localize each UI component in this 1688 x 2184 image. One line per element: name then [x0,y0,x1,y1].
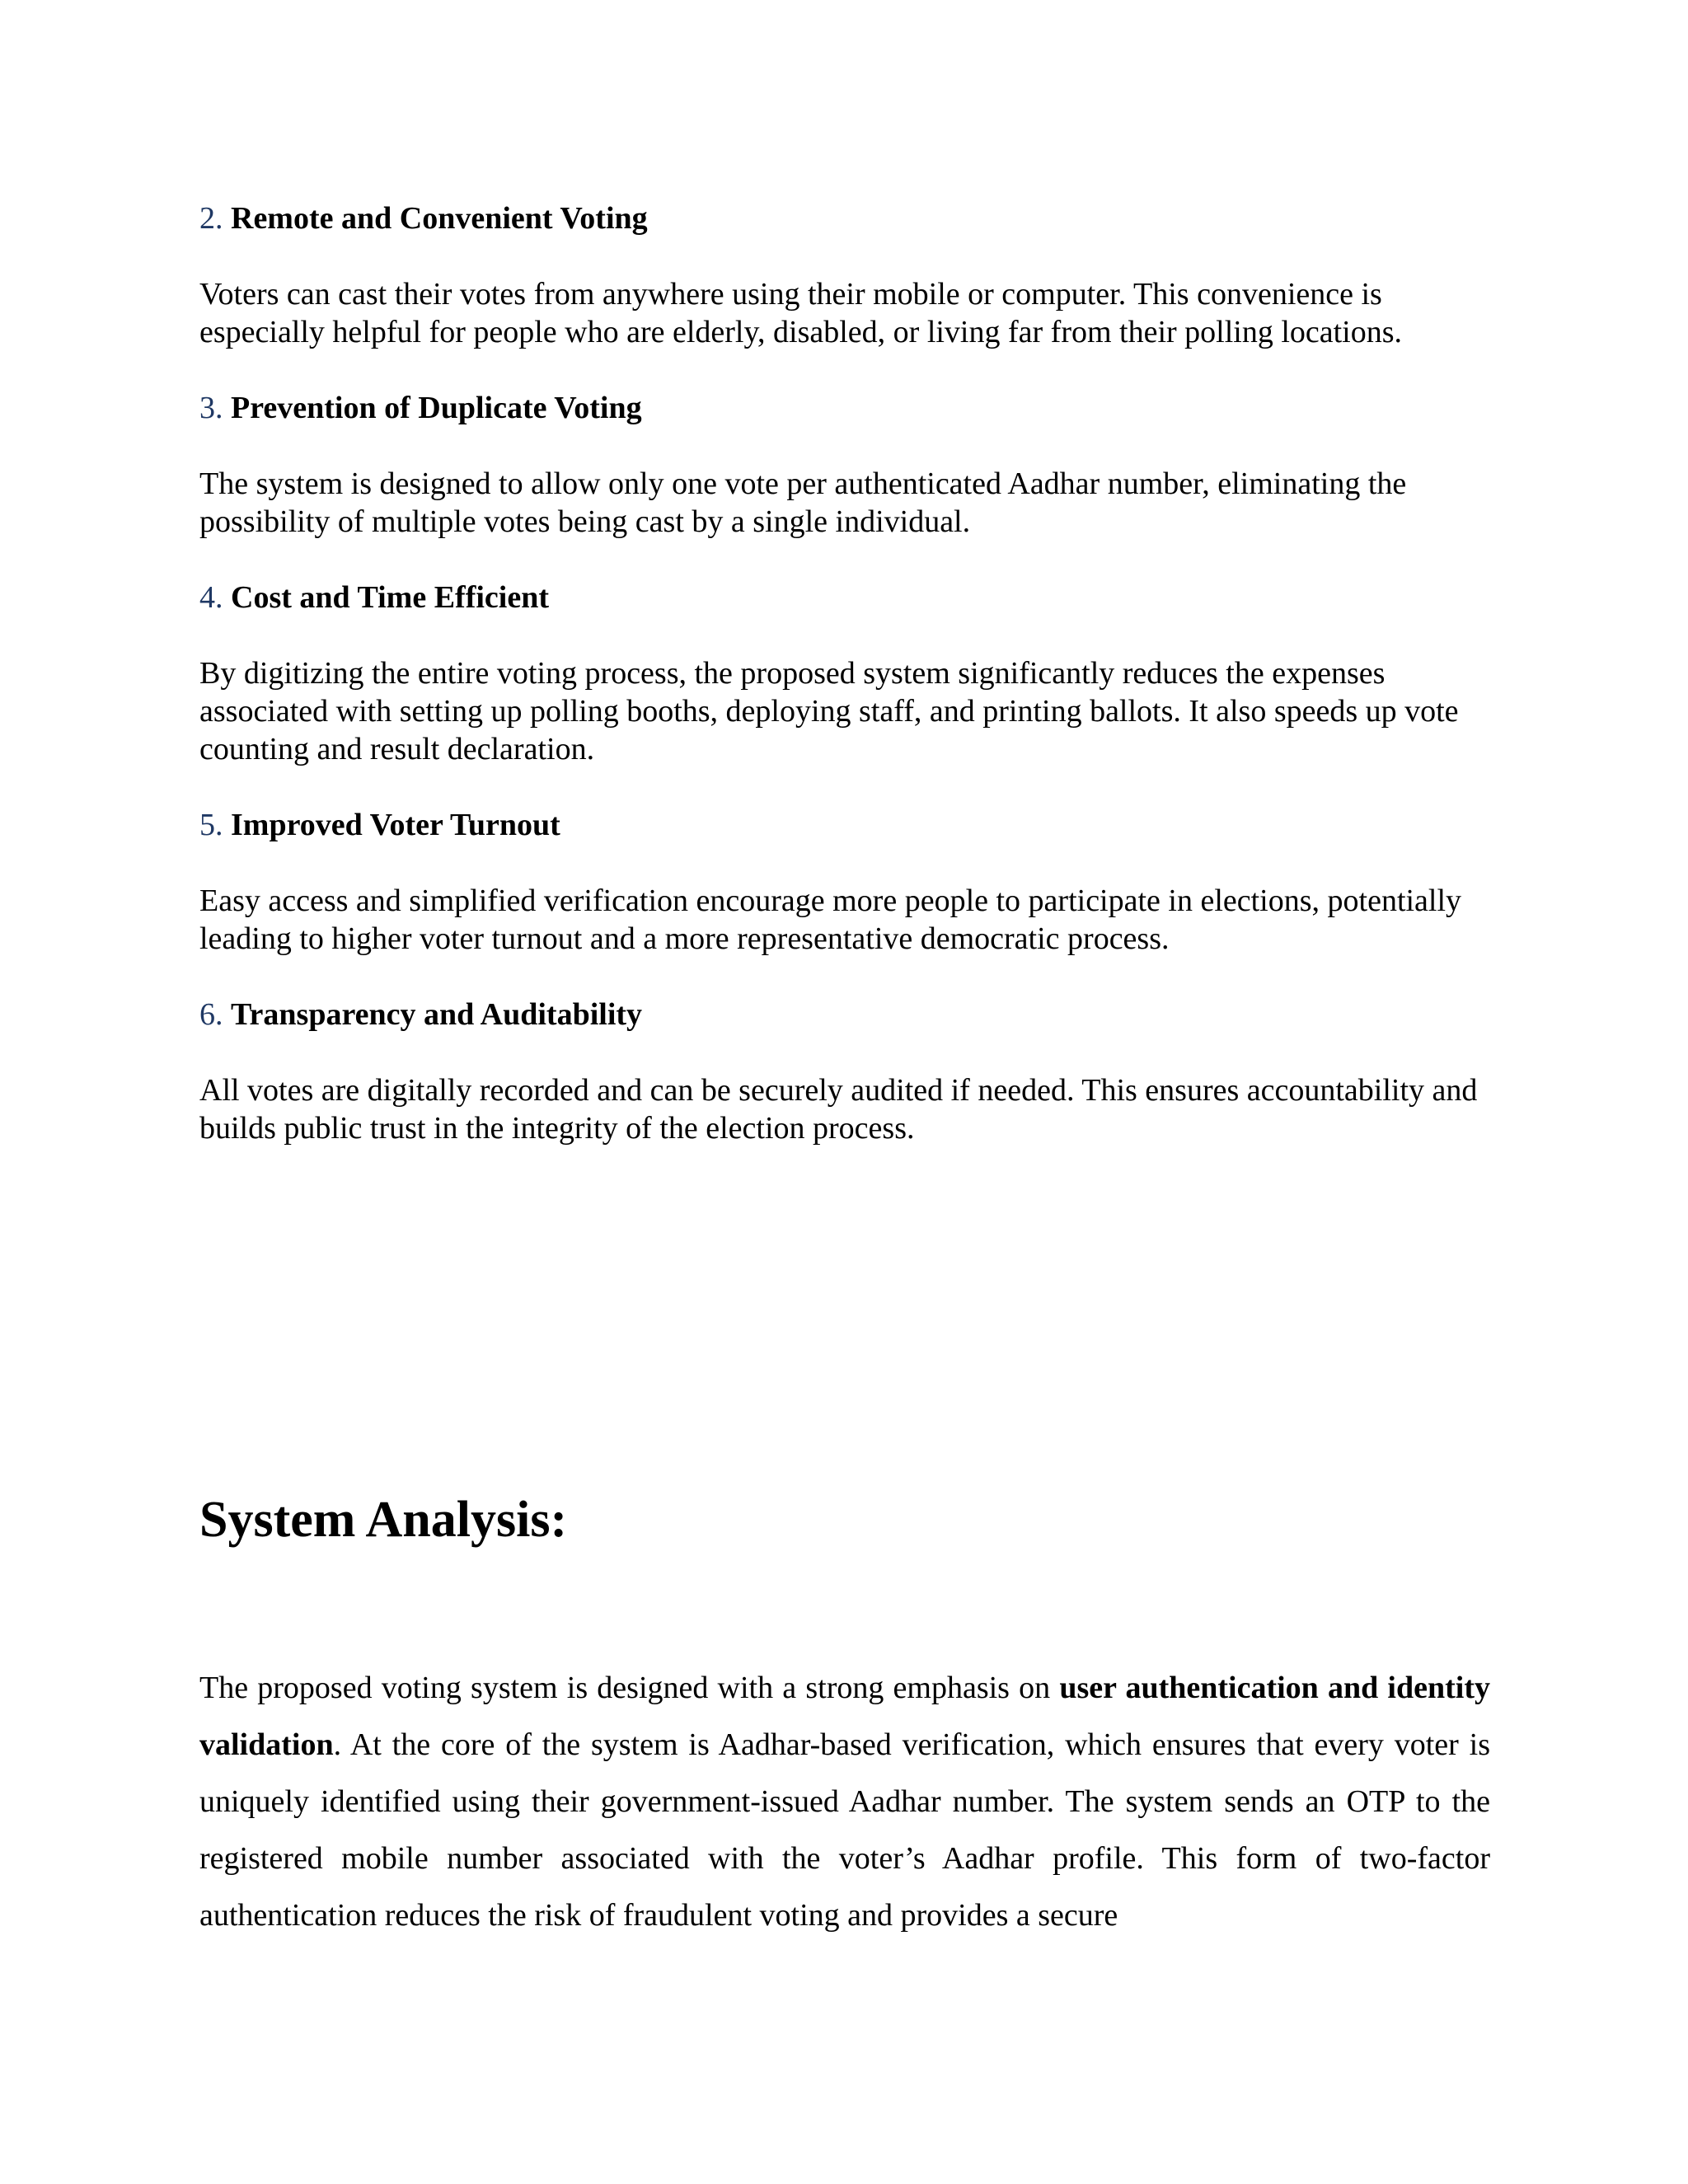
list-item-text: All votes are digitally recorded and can be securely audited if needed. This ensures accountability and builds public trust in the integrity of the election process. [199,1073,1478,1146]
list-item-number: 4. [199,580,223,615]
list-item-heading [199,389,1502,427]
list-item-number: 5. [199,808,223,842]
list-item-text: Easy access and simplified verification encourage more people to participate in elections, potentially leading to higher voter turnout and a more representative democratic process. [199,883,1462,956]
list-item-title: Prevention of Duplicate Voting [231,391,642,425]
list-item-text: The system is designed to allow only one vote per authenticated Aadhar number, eliminating the possibility of multiple votes being cast by a single individual. [199,466,1407,539]
paragraph-text-end: . At the core of the system is Aadhar-based verification, which ensures that every voter is uniquely identified using their government-issued Aadhar number. The system sends an OTP to the registered mobile number associated with the voter’s Aadhar profile. This form of two-factor authentication reduces the risk of fraudulent voting and provides a secure [199,1727,1490,1933]
paragraph-text-start: The proposed voting system is designed with a strong emphasis on [199,1671,1060,1705]
list-item-title: Cost and Time Efficient [231,580,549,615]
list-item-cost-efficient [199,579,1502,766]
list-item-heading [199,579,1502,616]
list-item-text: Voters can cast their votes from anywhere using their mobile or computer. This convenience is especially helpful for people who are elderly, disabled, or living far from their polling locations. [199,277,1403,349]
section-heading: System Analysis: [199,1492,568,1548]
list-item-heading [199,199,1502,237]
list-item-heading [199,806,1502,844]
list-item-voter-turnout [199,806,1502,956]
list-item-remote-voting [199,199,1502,349]
list-item-duplicate-prevention [199,389,1502,539]
section-paragraph [199,1660,1490,1944]
paragraph-bold-text: user authentication and identity validation [199,1671,1490,1762]
list-item-transparency [199,996,1502,1146]
list-item-title: Transparency and Auditability [231,997,643,1032]
list-item-text: By digitizing the entire voting process, the proposed system significantly reduces the expenses associated with setting up polling booths, deploying staff, and printing ballots. It also speeds up vote counting and result declaration. [199,656,1459,766]
list-item-title: Remote and Convenient Voting [231,201,648,236]
list-item-number: 3. [199,391,223,425]
list-item-title: Improved Voter Turnout [231,808,560,842]
list-item-number: 6. [199,997,223,1032]
list-item-number: 2. [199,201,223,236]
list-item-heading [199,996,1502,1033]
